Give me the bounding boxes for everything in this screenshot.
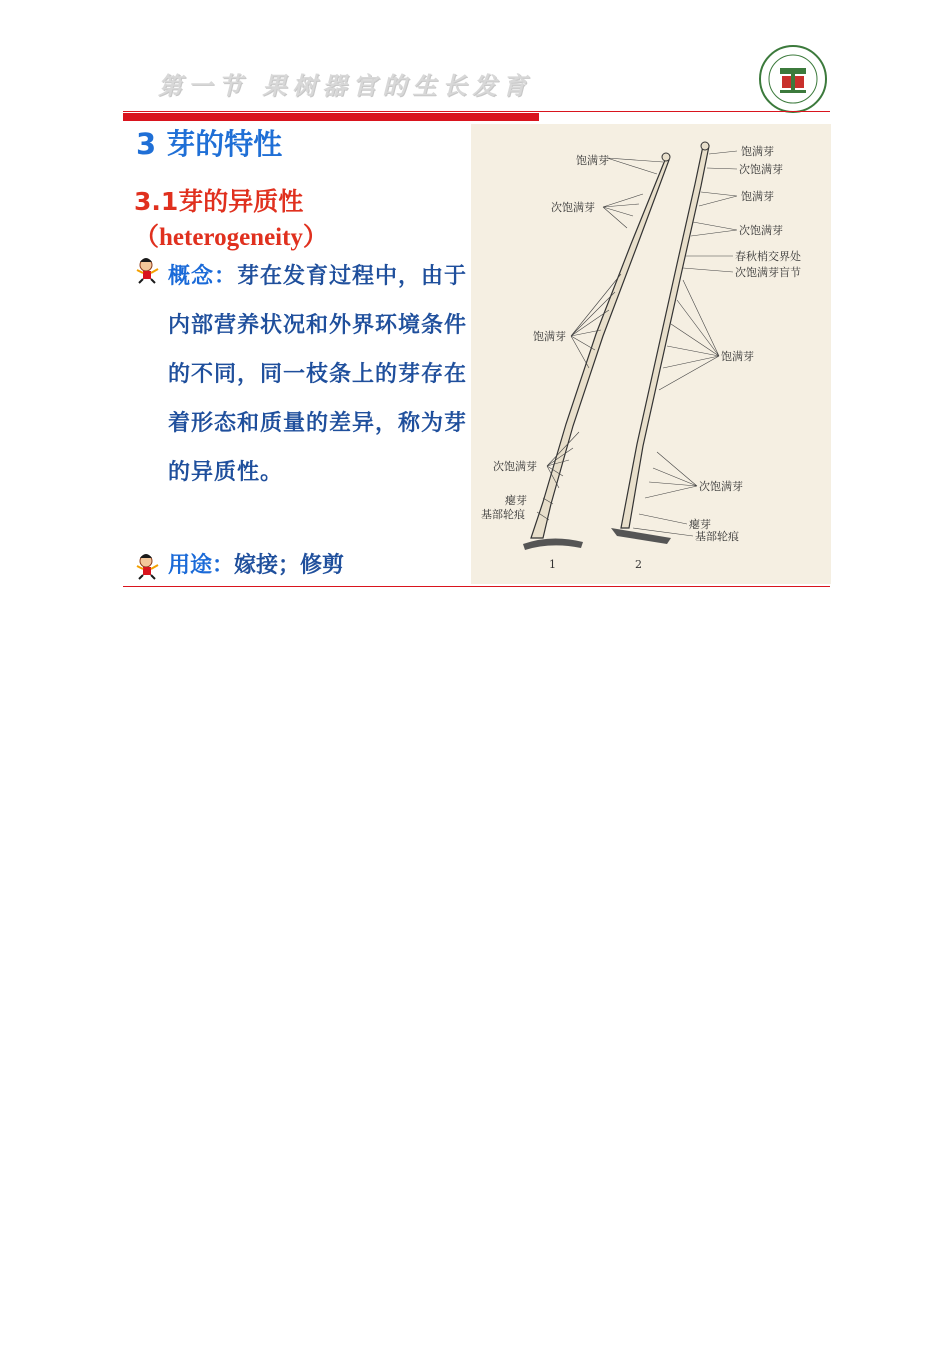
concept-label: 概念： — [168, 264, 238, 289]
slide — [0, 0, 952, 600]
right-label-10: 基部轮痕 — [695, 530, 739, 543]
usage-text: 嫁接；修剪 — [234, 553, 345, 578]
right-figure-number: 2 — [635, 558, 642, 571]
right-label-1: 饱满芽 — [741, 145, 774, 158]
left-label-5: 瘪芽 — [505, 494, 527, 507]
left-label-2: 次饱满芽 — [551, 201, 595, 214]
section-heading: 3 芽的特性 — [136, 127, 283, 161]
left-label-4: 次饱满芽 — [493, 460, 537, 473]
left-label-3: 饱满芽 — [533, 330, 566, 343]
subsection-title-en: （heterogeneity） — [134, 224, 328, 251]
left-figure-number: 1 — [549, 558, 556, 571]
right-label-4: 次饱满芽 — [739, 224, 783, 237]
left-label-6: 基部轮痕 — [481, 508, 525, 521]
branch-illustration — [471, 124, 831, 584]
chapter-title: 第一节 果树器官的生长发育 — [158, 71, 533, 100]
concept-text: 芽在发育过程中，由于内部营养状况和外界环境条件的不同，同一枝条上的芽存在着形态和质量的差异，称为芽的异质性。 — [168, 264, 468, 485]
footer-rule — [123, 586, 830, 587]
right-label-6: 次饱满芽盲节 — [735, 266, 801, 279]
right-label-5: 春秋梢交界处 — [735, 250, 801, 263]
mascot-bullet-icon — [134, 256, 162, 284]
header-rule-thick — [123, 113, 539, 121]
university-logo — [758, 44, 828, 114]
branch-1 — [531, 160, 669, 538]
mascot-bullet-icon — [134, 552, 162, 580]
usage-label: 用途： — [168, 553, 235, 578]
subsection-title-zh: 3.1芽的异质性 — [134, 187, 304, 216]
branch-2-base — [611, 528, 671, 544]
right-label-8: 次饱满芽 — [699, 480, 743, 493]
left-label-1: 饱满芽 — [576, 154, 609, 167]
header-rule-thin — [123, 111, 830, 112]
bud-heterogeneity-figure — [471, 124, 831, 584]
right-label-7: 饱满芽 — [721, 350, 754, 363]
right-label-3: 饱满芽 — [741, 190, 774, 203]
right-label-9: 瘪芽 — [689, 518, 711, 531]
branch-2 — [621, 146, 709, 528]
branch-1-base — [523, 538, 583, 550]
right-label-2: 次饱满芽 — [739, 163, 783, 176]
subsection-heading — [134, 184, 328, 256]
